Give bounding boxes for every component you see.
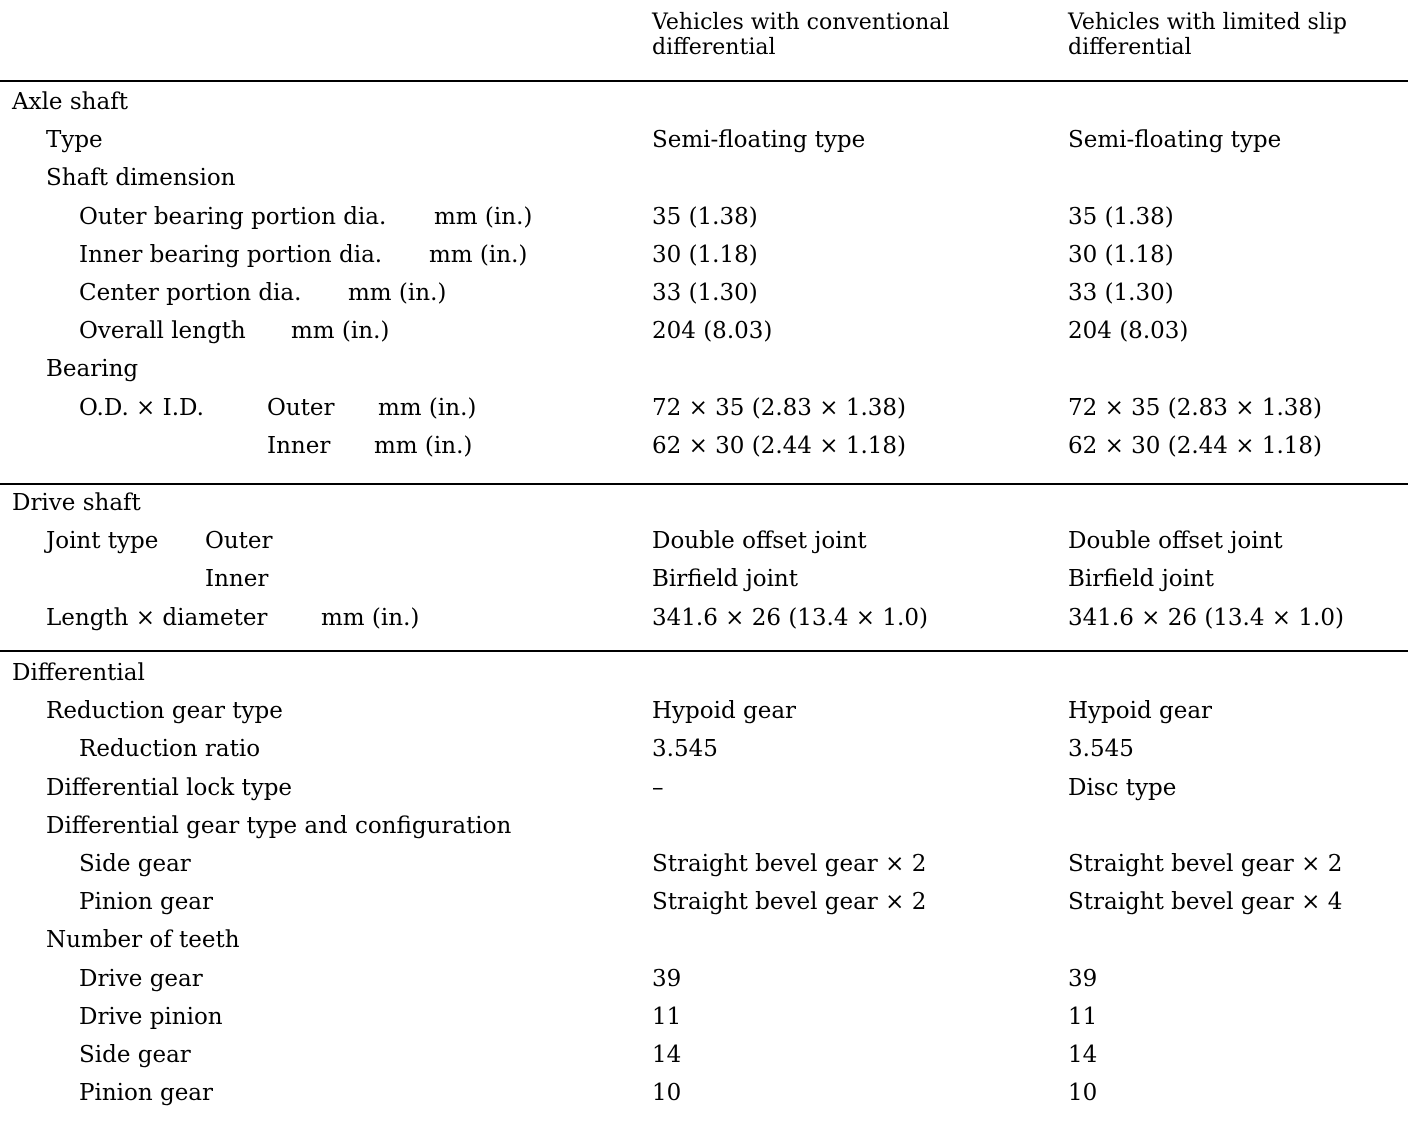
row-label: Inner bearing portion dia. — [79, 241, 383, 268]
drive-shaft-section — [0, 484, 1408, 637]
value-limited-slip: Semi-floating type — [1068, 127, 1282, 154]
table-row — [0, 350, 1408, 388]
row-sublabel: Inner — [267, 432, 331, 459]
value-limited-slip: 341.6 × 26 (13.4 × 1.0) — [1068, 604, 1344, 631]
table-row — [0, 883, 1408, 921]
value-limited-slip: 30 (1.18) — [1068, 241, 1174, 268]
table-row — [0, 1074, 1408, 1112]
row-label: Reduction gear type — [46, 698, 283, 725]
row-unit: mm (in.) — [291, 318, 390, 345]
value-limited-slip: 72 × 35 (2.83 × 1.38) — [1068, 394, 1322, 421]
row-label: O.D. × I.D. — [79, 394, 204, 421]
value-conventional: 35 (1.38) — [652, 203, 758, 230]
row-unit: mm (in.) — [378, 394, 477, 421]
row-label: Side gear — [79, 1041, 191, 1068]
value-limited-slip: 14 — [1068, 1041, 1098, 1068]
section-rule — [0, 650, 1408, 652]
row-label: Differential gear type and configuration — [46, 812, 512, 839]
row-label: Number of teeth — [46, 927, 240, 954]
header-conventional-line1: Vehicles with conventional — [652, 10, 950, 35]
table-row — [0, 427, 1408, 465]
row-label: Outer bearing portion dia. — [79, 203, 387, 230]
header-limited-slip — [1068, 10, 1398, 60]
section-title: Drive shaft — [12, 490, 141, 516]
row-label: Differential lock type — [46, 774, 293, 801]
table-row — [0, 560, 1408, 598]
row-sublabel: Outer — [267, 394, 335, 421]
value-conventional: 3.545 — [652, 736, 718, 763]
table-row — [0, 1036, 1408, 1074]
table-row — [0, 807, 1408, 845]
value-limited-slip: 39 — [1068, 965, 1098, 992]
table-row — [0, 198, 1408, 236]
value-limited-slip: Straight bevel gear × 2 — [1068, 850, 1343, 877]
section-title: Axle shaft — [12, 89, 128, 115]
value-limited-slip: Birfield joint — [1068, 566, 1214, 593]
row-label: Side gear — [79, 850, 191, 877]
table-row — [0, 389, 1408, 427]
row-label: Center portion dia. — [79, 279, 302, 306]
table-row — [0, 236, 1408, 274]
value-limited-slip: 33 (1.30) — [1068, 279, 1174, 306]
value-conventional: 341.6 × 26 (13.4 × 1.0) — [652, 604, 928, 631]
row-sublabel: Inner — [205, 566, 269, 593]
table-row — [0, 121, 1408, 159]
value-limited-slip: 3.545 — [1068, 736, 1134, 763]
section-title: Differential — [12, 660, 145, 686]
row-unit: mm (in.) — [374, 432, 473, 459]
value-conventional: Hypoid gear — [652, 698, 797, 725]
row-sublabel: Outer — [205, 528, 273, 555]
row-label: Type — [46, 127, 103, 154]
value-conventional: 204 (8.03) — [652, 318, 773, 345]
value-conventional: 10 — [652, 1080, 682, 1107]
table-row — [0, 921, 1408, 959]
value-conventional: Semi-floating type — [652, 127, 866, 154]
row-unit: mm (in.) — [429, 241, 528, 268]
value-conventional: 39 — [652, 965, 682, 992]
table-row — [0, 845, 1408, 883]
table-row — [0, 484, 1408, 522]
table-row — [0, 769, 1408, 807]
row-label: Joint type — [46, 528, 159, 555]
value-limited-slip: 62 × 30 (2.44 × 1.18) — [1068, 432, 1322, 459]
header-conventional — [652, 10, 1042, 60]
row-unit: mm (in.) — [348, 279, 447, 306]
table-row — [0, 730, 1408, 768]
header-rule — [0, 80, 1408, 82]
value-conventional: Birfield joint — [652, 566, 798, 593]
row-label: Bearing — [46, 356, 139, 383]
differential-section — [0, 654, 1408, 1112]
table-row — [0, 159, 1408, 197]
table-row — [0, 998, 1408, 1036]
value-limited-slip: 10 — [1068, 1080, 1098, 1107]
value-limited-slip: Disc type — [1068, 774, 1177, 801]
row-label: Drive pinion — [79, 1003, 223, 1030]
table-row — [0, 599, 1408, 637]
table-row — [0, 692, 1408, 730]
table-row — [0, 274, 1408, 312]
value-conventional: 72 × 35 (2.83 × 1.38) — [652, 394, 906, 421]
row-unit: mm (in.) — [434, 203, 533, 230]
header-limited-slip-line2: differential — [1068, 35, 1192, 60]
table-row — [0, 312, 1408, 350]
value-conventional: 33 (1.30) — [652, 279, 758, 306]
table-row — [0, 83, 1408, 121]
table-row — [0, 654, 1408, 692]
value-limited-slip: Straight bevel gear × 4 — [1068, 889, 1343, 916]
value-conventional: – — [652, 774, 664, 801]
row-label: Shaft dimension — [46, 165, 236, 192]
value-conventional: 11 — [652, 1003, 682, 1030]
row-label: Drive gear — [79, 965, 203, 992]
row-label: Pinion gear — [79, 1080, 214, 1107]
value-limited-slip: 35 (1.38) — [1068, 203, 1174, 230]
value-conventional: 30 (1.18) — [652, 241, 758, 268]
value-conventional: Double offset joint — [652, 528, 867, 555]
row-label: Pinion gear — [79, 889, 214, 916]
value-conventional: 62 × 30 (2.44 × 1.18) — [652, 432, 906, 459]
row-label: Reduction ratio — [79, 736, 261, 763]
axle-shaft-section — [0, 83, 1408, 465]
value-limited-slip: 11 — [1068, 1003, 1098, 1030]
value-conventional: Straight bevel gear × 2 — [652, 889, 927, 916]
header-limited-slip-line1: Vehicles with limited slip — [1068, 10, 1347, 35]
row-unit: mm (in.) — [321, 604, 420, 631]
value-conventional: 14 — [652, 1041, 682, 1068]
header-conventional-line2: differential — [652, 35, 776, 60]
table-row — [0, 522, 1408, 560]
row-label: Overall length — [79, 318, 246, 345]
table-row — [0, 960, 1408, 998]
value-limited-slip: 204 (8.03) — [1068, 318, 1189, 345]
value-conventional: Straight bevel gear × 2 — [652, 850, 927, 877]
value-limited-slip: Hypoid gear — [1068, 698, 1213, 725]
value-limited-slip: Double offset joint — [1068, 528, 1283, 555]
table-header — [0, 10, 1408, 76]
row-label: Length × diameter — [46, 604, 268, 631]
